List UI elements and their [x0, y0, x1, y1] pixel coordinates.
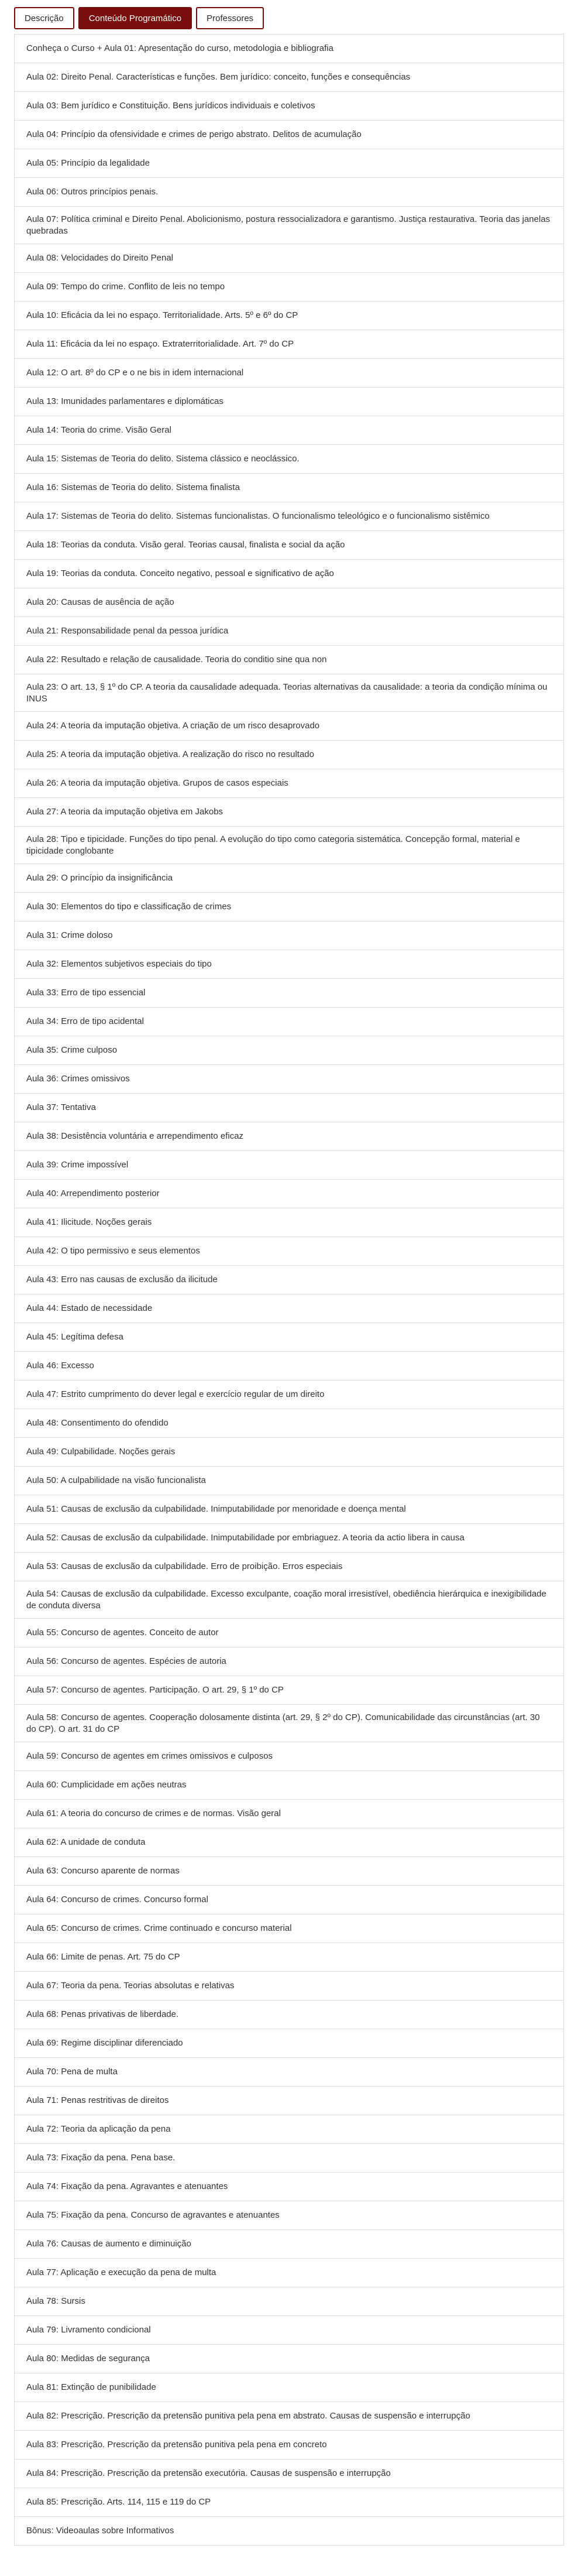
lesson-item[interactable]: [14, 244, 564, 273]
lesson-item[interactable]: [14, 2488, 564, 2517]
lesson-title: Aula 31: Crime doloso: [26, 930, 113, 940]
lesson-title: Aula 06: Outros princípios penais.: [26, 187, 159, 197]
lesson-title: Aula 43: Erro nas causas de exclusão da ilicitude: [26, 1275, 218, 1284]
lesson-item[interactable]: [14, 617, 564, 646]
lesson-title: Aula 45: Legítima defesa: [26, 1332, 123, 1342]
lesson-title: Aula 61: A teoria do concurso de crimes e de normas. Visão geral: [26, 1808, 281, 1818]
lesson-title: Aula 52: Causas de exclusão da culpabilidade. Inimputabilidade por embriaguez. A teoria da actio libera in causa: [26, 1533, 465, 1543]
lesson-title: Aula 68: Penas privativas de liberdade.: [26, 2009, 179, 2019]
lesson-title: Aula 04: Princípio da ofensividade e crimes de perigo abstrato. Delitos de acumulação: [26, 129, 362, 139]
lesson-item[interactable]: [14, 1237, 564, 1266]
lesson-item[interactable]: [14, 1742, 564, 1771]
lesson-title: Aula 15: Sistemas de Teoria do delito. Sistema clássico e neoclássico.: [26, 454, 300, 464]
lesson-item[interactable]: [14, 741, 564, 769]
tab-conteudo-programatico[interactable]: Conteúdo Programático: [78, 7, 192, 29]
lesson-item[interactable]: [14, 2201, 564, 2230]
lesson-title: Aula 73: Fixação da pena. Pena base.: [26, 2153, 176, 2163]
lesson-title: Aula 14: Teoria do crime. Visão Geral: [26, 425, 171, 435]
lesson-item[interactable]: [14, 1180, 564, 1208]
lesson-title: Aula 69: Regime disciplinar diferenciado: [26, 2038, 183, 2048]
lesson-item[interactable]: [14, 1581, 564, 1619]
lesson-title: Aula 22: Resultado e relação de causalidade. Teoria do conditio sine qua non: [26, 655, 327, 664]
lesson-item[interactable]: [14, 531, 564, 560]
lesson-title: Aula 07: Política criminal e Direito Penal. Abolicionismo, postura ressocializadora e garantismo. Justiça restaurativa. Teoria das janelas quebradas: [26, 214, 551, 236]
lesson-title: Aula 60: Cumplicidade em ações neutras: [26, 1780, 187, 1790]
lesson-item[interactable]: [14, 121, 564, 149]
lesson-item[interactable]: [14, 178, 564, 207]
lesson-item[interactable]: [14, 1647, 564, 1676]
lesson-title: Aula 36: Crimes omissivos: [26, 1074, 130, 1084]
lesson-title: Aula 32: Elementos subjetivos especiais do tipo: [26, 959, 212, 969]
lesson-title: Aula 41: Ilicitude. Noções gerais: [26, 1217, 152, 1227]
lesson-title: Aula 40: Arrependimento posterior: [26, 1188, 160, 1198]
lesson-item[interactable]: [14, 1943, 564, 1972]
lesson-title: Aula 12: O art. 8º do CP e o ne bis in idem internacional: [26, 368, 244, 378]
lesson-title: Aula 47: Estrito cumprimento do dever legal e exercício regular de um direito: [26, 1389, 325, 1399]
lesson-title: Aula 18: Teorias da conduta. Visão geral. Teorias causal, finalista e social da ação: [26, 540, 345, 550]
lesson-title: Aula 55: Concurso de agentes. Conceito de autor: [26, 1628, 219, 1638]
lesson-item[interactable]: [14, 827, 564, 864]
lesson-item[interactable]: [14, 359, 564, 388]
lesson-item[interactable]: [14, 588, 564, 617]
lesson-item[interactable]: [14, 1886, 564, 1914]
lesson-title: Aula 74: Fixação da pena. Agravantes e atenuantes: [26, 2181, 228, 2191]
lesson-item[interactable]: [14, 2087, 564, 2115]
lesson-title: Aula 76: Causas de aumento e diminuição: [26, 2239, 191, 2249]
lesson-item[interactable]: [14, 2431, 564, 2459]
lesson-item[interactable]: [14, 2173, 564, 2201]
lesson-item[interactable]: [14, 330, 564, 359]
lesson-title: Aula 16: Sistemas de Teoria do delito. Sistema finalista: [26, 482, 240, 492]
lesson-item[interactable]: [14, 922, 564, 950]
lesson-item[interactable]: [14, 1676, 564, 1705]
lesson-title: Aula 63: Concurso aparente de normas: [26, 1866, 180, 1876]
lesson-item[interactable]: [14, 1151, 564, 1180]
lesson-title: Aula 83: Prescrição. Prescrição da pretensão punitiva pela pena em concreto: [26, 2440, 327, 2450]
lesson-item[interactable]: [14, 1381, 564, 1409]
lesson-title: Aula 46: Excesso: [26, 1361, 94, 1371]
lesson-title: Aula 21: Responsabilidade penal da pessoa jurídica: [26, 626, 229, 636]
lesson-title: Aula 84: Prescrição. Prescrição da pretensão executória. Causas de suspensão e interrupção: [26, 2468, 391, 2478]
lesson-title: Aula 24: A teoria da imputação objetiva. A criação de um risco desaprovado: [26, 721, 320, 731]
lesson-title: Conheça o Curso + Aula 01: Apresentação do curso, metodologia e bibliografia: [26, 43, 333, 53]
lesson-title: Aula 38: Desistência voluntária e arrependimento eficaz: [26, 1131, 244, 1141]
lesson-item[interactable]: [14, 2259, 564, 2287]
lesson-item[interactable]: [14, 2402, 564, 2431]
lesson-item[interactable]: [14, 1553, 564, 1581]
lesson-title: Aula 72: Teoria da aplicação da pena: [26, 2124, 171, 2134]
lesson-title: Aula 58: Concurso de agentes. Cooperação dolosamente distinta (art. 29, § 2º do CP). Comunicabilidade das circunstâncias (art. 30 do CP). O art. 31 do CP: [26, 1712, 540, 1734]
lesson-item[interactable]: [14, 273, 564, 302]
lesson-title: Aula 33: Erro de tipo essencial: [26, 988, 146, 998]
lesson-title: Aula 78: Sursis: [26, 2296, 85, 2306]
lesson-item[interactable]: [14, 1266, 564, 1294]
lesson-item[interactable]: [14, 1008, 564, 1036]
lesson-item[interactable]: [14, 474, 564, 502]
lesson-title: Aula 30: Elementos do tipo e classificação de crimes: [26, 902, 232, 912]
lesson-title: Aula 56: Concurso de agentes. Espécies de autoria: [26, 1656, 226, 1666]
lesson-item[interactable]: [14, 1619, 564, 1647]
lesson-item[interactable]: [14, 1438, 564, 1467]
lesson-title: Aula 28: Tipo e tipicidade. Funções do tipo penal. A evolução do tipo como categoria sistemática. Concepção formal, material e tipicidade conglobante: [26, 834, 520, 856]
lesson-title: Aula 54: Causas de exclusão da culpabilidade. Excesso exculpante, coação moral irresistível, obediência hierárquica e inexigibilidade de conduta diversa: [26, 1588, 546, 1611]
lesson-item[interactable]: [14, 950, 564, 979]
lesson-title: Aula 62: A unidade de conduta: [26, 1837, 146, 1847]
lesson-title: Aula 05: Princípio da legalidade: [26, 158, 150, 168]
lesson-item[interactable]: [14, 92, 564, 121]
tab-bar: [14, 7, 564, 29]
lesson-title: Aula 29: O princípio da insignificância: [26, 873, 173, 883]
lesson-item[interactable]: [14, 1972, 564, 2000]
lesson-title: Aula 49: Culpabilidade. Noções gerais: [26, 1447, 176, 1457]
lesson-item[interactable]: [14, 2517, 564, 2546]
lesson-item[interactable]: [14, 302, 564, 330]
lesson-item[interactable]: [14, 864, 564, 893]
lesson-item[interactable]: [14, 1524, 564, 1553]
lesson-title: Aula 13: Imunidades parlamentares e diplomáticas: [26, 396, 223, 406]
lesson-item[interactable]: [14, 1857, 564, 1886]
lesson-title: Aula 08: Velocidades do Direito Penal: [26, 253, 174, 263]
lesson-title: Aula 35: Crime culposo: [26, 1045, 118, 1055]
lesson-title: Aula 57: Concurso de agentes. Participação. O art. 29, § 1º do CP: [26, 1685, 284, 1695]
lesson-item[interactable]: [14, 207, 564, 244]
lesson-title: Aula 26: A teoria da imputação objetiva. Grupos de casos especiais: [26, 778, 288, 788]
lesson-item[interactable]: [14, 1065, 564, 1094]
lesson-item[interactable]: [14, 2373, 564, 2402]
lesson-item[interactable]: [14, 1914, 564, 1943]
lesson-title: Aula 51: Causas de exclusão da culpabilidade. Inimputabilidade por menoridade e doença mental: [26, 1504, 406, 1514]
lesson-item[interactable]: [14, 1352, 564, 1381]
lesson-title: Aula 48: Consentimento do ofendido: [26, 1418, 168, 1428]
lesson-item[interactable]: [14, 149, 564, 178]
lesson-item[interactable]: [14, 1294, 564, 1323]
lesson-title: Aula 67: Teoria da pena. Teorias absolutas e relativas: [26, 1981, 235, 1991]
lesson-item[interactable]: [14, 1122, 564, 1151]
lesson-title: Aula 82: Prescrição. Prescrição da pretensão punitiva pela pena em abstrato. Causas de suspensão e interrupção: [26, 2411, 470, 2421]
tab-descricao[interactable]: Descrição: [14, 7, 74, 29]
lesson-item[interactable]: [14, 2144, 564, 2173]
lesson-item[interactable]: [14, 1705, 564, 1742]
lesson-item[interactable]: [14, 1800, 564, 1828]
lesson-title: Aula 25: A teoria da imputação objetiva. A realização do risco no resultado: [26, 749, 314, 759]
lesson-title: Aula 19: Teorias da conduta. Conceito negativo, pessoal e significativo de ação: [26, 568, 334, 578]
lesson-title: Bônus: Videoaulas sobre Informativos: [26, 2526, 174, 2536]
lesson-title: Aula 23: O art. 13, § 1º do CP. A teoria da causalidade adequada. Teorias alternativas da causalidade: a teoria da condição mínima ou INUS: [26, 681, 548, 704]
lesson-title: Aula 53: Causas de exclusão da culpabilidade. Erro de proibição. Erros especiais: [26, 1561, 343, 1571]
lesson-title: Aula 71: Penas restritivas de direitos: [26, 2095, 169, 2105]
lesson-item[interactable]: [14, 2459, 564, 2488]
lesson-item[interactable]: [14, 646, 564, 674]
lesson-item[interactable]: [14, 2115, 564, 2144]
lesson-item[interactable]: [14, 560, 564, 588]
lesson-item[interactable]: [14, 2000, 564, 2029]
lesson-item[interactable]: [14, 2230, 564, 2259]
lesson-item[interactable]: [14, 1828, 564, 1857]
lesson-title: Aula 65: Concurso de crimes. Crime continuado e concurso material: [26, 1923, 292, 1933]
lesson-item[interactable]: [14, 35, 564, 63]
lesson-item[interactable]: [14, 1208, 564, 1237]
lesson-item[interactable]: [14, 1409, 564, 1438]
lesson-item[interactable]: [14, 63, 564, 92]
lesson-item[interactable]: [14, 2058, 564, 2087]
lesson-title: Aula 64: Concurso de crimes. Concurso formal: [26, 1895, 208, 1904]
tab-professores[interactable]: Professores: [196, 7, 264, 29]
lesson-list: [14, 34, 564, 2546]
lesson-title: Aula 75: Fixação da pena. Concurso de agravantes e atenuantes: [26, 2210, 280, 2220]
lesson-item[interactable]: [14, 502, 564, 531]
lesson-title: Aula 02: Direito Penal. Características e funções. Bem jurídico: conceito, funções e consequências: [26, 72, 411, 82]
lesson-title: Aula 44: Estado de necessidade: [26, 1303, 153, 1313]
lesson-title: Aula 17: Sistemas de Teoria do delito. Sistemas funcionalistas. O funcionalismo teleológico e o funcionalismo sistêmico: [26, 511, 490, 521]
lesson-title: Aula 66: Limite de penas. Art. 75 do CP: [26, 1952, 180, 1962]
lesson-title: Aula 80: Medidas de segurança: [26, 2354, 150, 2363]
lesson-item[interactable]: [14, 979, 564, 1008]
lesson-item[interactable]: [14, 2029, 564, 2058]
lesson-title: Aula 37: Tentativa: [26, 1102, 96, 1112]
lesson-item[interactable]: [14, 388, 564, 416]
lesson-item[interactable]: [14, 1036, 564, 1065]
lesson-title: Aula 81: Extinção de punibilidade: [26, 2382, 156, 2392]
lesson-item[interactable]: [14, 2287, 564, 2316]
lesson-title: Aula 11: Eficácia da lei no espaço. Extraterritorialidade. Art. 7º do CP: [26, 339, 294, 349]
lesson-title: Aula 79: Livramento condicional: [26, 2325, 151, 2335]
lesson-title: Aula 20: Causas de ausência de ação: [26, 597, 174, 607]
lesson-title: Aula 27: A teoria da imputação objetiva em Jakobs: [26, 807, 223, 817]
lesson-title: Aula 42: O tipo permissivo e seus elementos: [26, 1246, 200, 1256]
lesson-item[interactable]: [14, 2345, 564, 2373]
lesson-title: Aula 59: Concurso de agentes em crimes omissivos e culposos: [26, 1751, 273, 1761]
lesson-title: Aula 50: A culpabilidade na visão funcionalista: [26, 1475, 206, 1485]
lesson-item[interactable]: [14, 1771, 564, 1800]
lesson-item[interactable]: [14, 2316, 564, 2345]
lesson-title: Aula 34: Erro de tipo acidental: [26, 1016, 144, 1026]
lesson-title: Aula 70: Pena de multa: [26, 2067, 118, 2077]
lesson-item[interactable]: [14, 1495, 564, 1524]
lesson-title: Aula 09: Tempo do crime. Conflito de leis no tempo: [26, 282, 225, 292]
lesson-title: Aula 85: Prescrição. Arts. 114, 115 e 119 do CP: [26, 2497, 211, 2507]
lesson-item[interactable]: [14, 445, 564, 474]
lesson-item[interactable]: [14, 893, 564, 922]
lesson-title: Aula 03: Bem jurídico e Constituição. Bens jurídicos individuais e coletivos: [26, 101, 315, 111]
lesson-item[interactable]: [14, 712, 564, 741]
lesson-title: Aula 39: Crime impossível: [26, 1160, 129, 1170]
lesson-item[interactable]: [14, 1323, 564, 1352]
lesson-item[interactable]: [14, 769, 564, 798]
lesson-title: Aula 10: Eficácia da lei no espaço. Territorialidade. Arts. 5º e 6º do CP: [26, 310, 298, 320]
lesson-item[interactable]: [14, 674, 564, 712]
lesson-title: Aula 77: Aplicação e execução da pena de multa: [26, 2267, 216, 2277]
lesson-item[interactable]: [14, 1094, 564, 1122]
lesson-item[interactable]: [14, 1467, 564, 1495]
lesson-item[interactable]: [14, 416, 564, 445]
lesson-item[interactable]: [14, 798, 564, 827]
